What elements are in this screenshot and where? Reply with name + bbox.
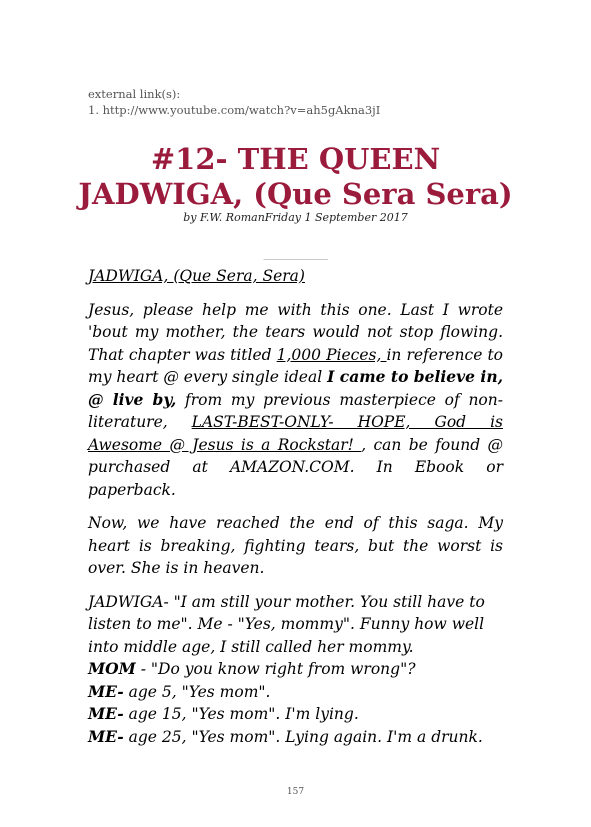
me-label-2: ME-: [88, 704, 124, 723]
paragraph-1: [88, 299, 503, 502]
mom-text: - "Do you know right from wrong"?: [135, 660, 416, 678]
paragraph-2: Now, we have reached the end of this saga. My heart is breaking, fighting tears, but the worst is over. She is in heaven.: [88, 514, 503, 577]
me-text-2: age 15, "Yes mom". I'm lying.: [123, 705, 359, 723]
me-label-1: ME-: [88, 681, 124, 701]
para1-text-2: in reference to my heart @ every single ideal: [88, 345, 503, 386]
para1-bold: I came to believe in, @ live by,: [88, 367, 503, 409]
me-label-3: ME-: [88, 726, 124, 746]
external-links-heading: external link(s):: [88, 87, 181, 101]
external-links: [88, 86, 380, 118]
book-title-reference: LAST-BEST-ONLY- HOPE, God is Awesome @ Jesus is a Rockstar!: [88, 413, 503, 454]
page-number: 157: [286, 787, 305, 797]
mom-label: MOM: [88, 659, 136, 678]
para1-text-1: Jesus, please help me with this one. Last I wrote 'bout my mother, the tears would not stop flowing. That chapter was titled: [88, 300, 503, 364]
chapter-reference-link: 1,000 Pieces,: [276, 345, 387, 364]
para1-text-3: from my previous masterpiece of non-literature,: [88, 390, 503, 431]
me-text-3: age 25, "Yes mom". Lying again. I'm a drunk.: [123, 727, 483, 746]
subtitle: JADWIGA, (Que Sera, Sera): [88, 267, 305, 285]
me-text-1: age 5, "Yes mom".: [123, 682, 271, 701]
para1-text-4: , can be found @ purchased at AMAZON.COM. In Ebook or paperback.: [88, 435, 503, 499]
chapter-title-line-1: #12- THE QUEEN: [150, 142, 441, 176]
chapter-title: [0, 142, 591, 212]
chapter-body: [88, 265, 503, 748]
byline: by F.W. RomanFriday 1 September 2017: [183, 211, 408, 224]
separator: ________________: [263, 250, 328, 260]
para3-line-1: JADWIGA- "I am still your mother. You still have to listen to me". Me - "Yes, mommy". Funny how well into middle age, I still called her mommy.: [88, 592, 485, 656]
chapter-title-line-2: JADWIGA, (Que Sera Sera): [78, 177, 513, 211]
paragraph-3: [88, 591, 503, 749]
external-link-1[interactable]: 1. http://www.youtube.com/watch?v=ah5gAkna3jI: [88, 103, 381, 117]
